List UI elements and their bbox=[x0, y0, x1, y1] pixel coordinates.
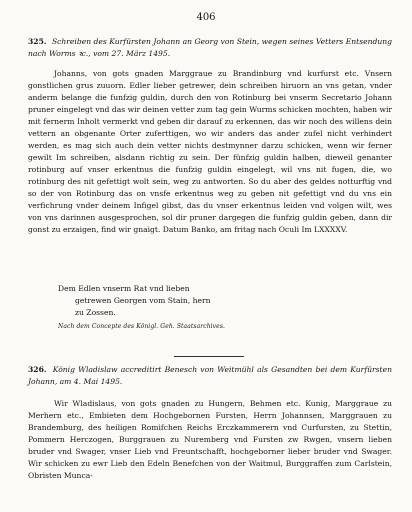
document-heading-325 bbox=[28, 36, 392, 60]
letter-text: Wir Wladislaus, von gots gnaden zu Hungern, Behmen etc. Kunig, Marggraue zu Merhern etc., Embieten dem Hochgebornen Fursten, Herrn Johannsen, Marggrauen zu Brandemburg, des heiligen Romifchen Reichs Erczkammerern vnd Curfursten, zu Stettin, Pommern Herczogen, Burggrauen zu Nuremberg vnd Fursten zw Rwgen, vnsern lieben bruder vnd Swager, vnser Lieb vnd Freuntschafft, hochgeborner lieber bruder vnd Swager. Wir schicken zu ewr Lieb den Edeln Benefchen von der Waitmul, Burggraffen zum Carlstein, Obristen Munca- bbox=[28, 399, 392, 480]
letter-text: Johanns, von gots gnaden Marggraue zu Brandinburg vnd kurfurst etc. Vnsern gonstlichen grus zuuorn. Edler lieber getrewer, dein schreiben hiruorn an vns getan, vnder anderm belange die funfzig guldin, durch den von Rotinburg bei vnserm Secretario Johann pruner eingelegt vnd das wir deinen vetter zum tag gein Wurms schicken mochten, haben wir mit fernerm Inholt vermerkt vnd geben dir darauf zu erkennen, das wir noch des willens dein vettern an obgenante Orter zuferttigen, wo wir anders das ander zufel nicht verhindert werden, es mag sich auch dein vetter nichts destmynner darzu schicken, wenn wir ferner gewilt Im schreiben, alsdann richtig zu sein. Der fünfzig guldin halben, dieweil genanter rotinburg auf vnser erkentnus die funfzig guldin eingelegt, wil vns nit fugen, die, wo rotinburg des nit gefettigt wolt sein, weg zu antworten. So du aber des geldes notturftig vnd so der von Rotinburg das on vnsfe erkentnus weg zu geben nit gefettigt vnd du vns ein verfichrung vnder deinem Infigel gibst, das du vnser erkentnus leiden vnd volgen wilt, wes von vns darinnen ausgesprochen, sol dir pruner dargegen die funfzig guldin geben, dann dir gonst zu erzaigen, find wir gnaigt. Datum Banko, am fritag nach Oculi Im LXXXXV. bbox=[28, 69, 392, 234]
address-line: getrewen Georgen vom Stain, hern bbox=[75, 296, 211, 305]
document-title: König Wladislaw accreditirt Benesch von Weitmühl als Gesandten bei dem Kurfürsten Johann, am 4. Mai 1495. bbox=[28, 365, 392, 386]
document-number: 325. bbox=[28, 37, 47, 46]
document-body-326 bbox=[28, 398, 392, 482]
document-number: 326. bbox=[28, 365, 47, 374]
document-title: Schreiben des Kurfürsten Johann an Georg von Stein, wegen seines Vetters Entsendung nach Worms ꝛc., vom 27. März 1495. bbox=[28, 37, 392, 58]
address-line: zu Zossen. bbox=[75, 308, 116, 317]
source-note: Nach dem Concepte des Königl. Geh. Staatsarchives. bbox=[58, 323, 226, 330]
section-divider bbox=[174, 356, 244, 357]
document-heading-326 bbox=[28, 364, 392, 388]
address-block bbox=[58, 283, 238, 319]
address-line: Dem Edlen vnserm Rat vnd lieben bbox=[58, 284, 190, 293]
document-body-325 bbox=[28, 68, 392, 236]
page-number: 406 bbox=[196, 12, 216, 23]
